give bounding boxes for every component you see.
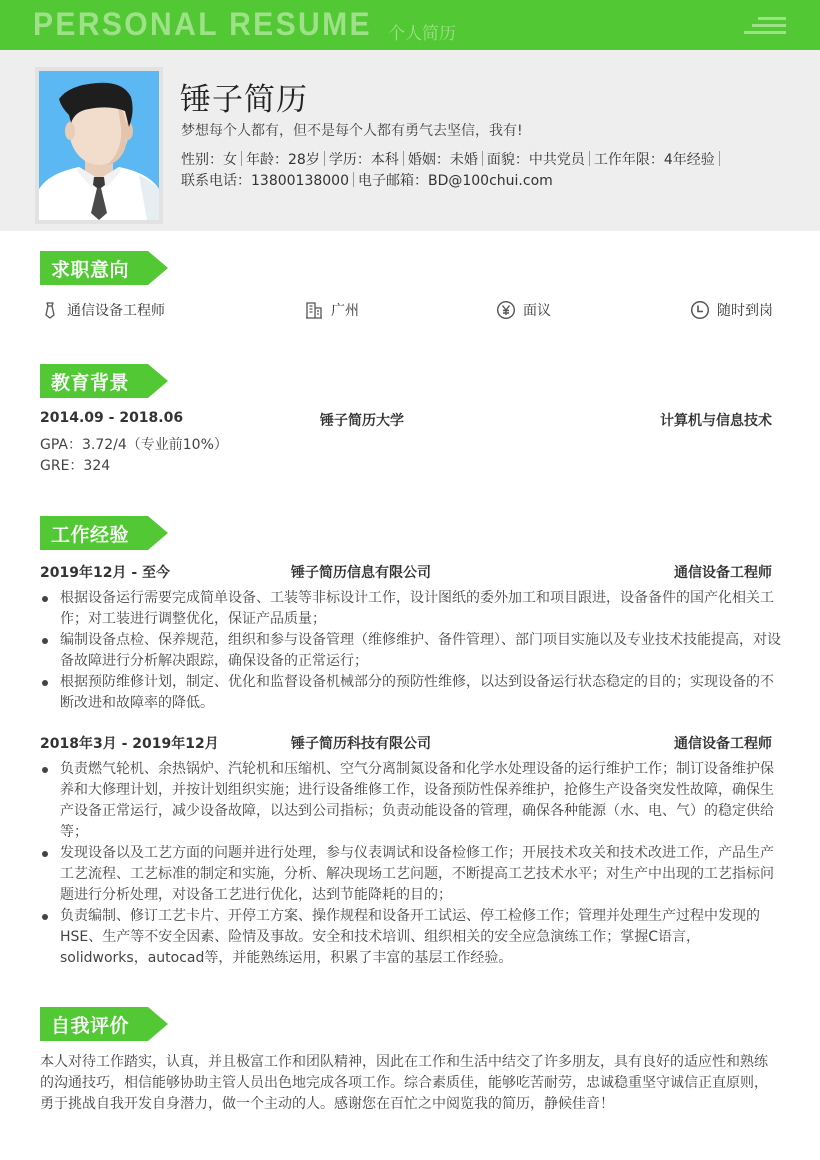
- job-duties-list: [40, 588, 782, 714]
- divider: [241, 151, 242, 166]
- avatar: [35, 67, 163, 224]
- education-period: 2014.09 - 2018.06: [40, 410, 184, 426]
- menu-lines-icon[interactable]: [742, 16, 786, 36]
- job-position: 通信设备工程师: [674, 736, 772, 752]
- education-school: 锤子简历大学: [320, 413, 404, 429]
- marital-field: 婚姻：未婚: [407, 152, 478, 168]
- intent-city-label: 广州: [331, 303, 359, 319]
- contact-info-line: [181, 171, 781, 192]
- intent-city: [304, 300, 359, 320]
- intent-salary: [496, 300, 551, 320]
- candidate-motto: 梦想每个人都有，但不是每个人都有勇气去坚信，我有!: [181, 123, 523, 139]
- list-item: 编制设备点检、保养规范，组织和参与设备管理（维修维护、备件管理）、部门项目实施以及专业技术技能提高，对设备故障进行分析解决跟踪，确保设备的正常运行；: [40, 630, 782, 672]
- job-row: [40, 733, 772, 753]
- resume-title-cn: 个人简历: [388, 24, 456, 44]
- section-title: 工作经验: [51, 524, 130, 546]
- yen-icon: [496, 300, 516, 320]
- divider: [353, 172, 354, 187]
- section-heading-self: [40, 1007, 168, 1041]
- list-item: 根据预防维修计划，制定、优化和监督设备机械部分的预防性维修，以达到设备运行状态稳定的目的；实现设备的不断改进和故障率的降低。: [40, 672, 782, 714]
- header-bar: [0, 0, 820, 50]
- job-duties-list: [40, 759, 782, 969]
- list-item: 负责燃气轮机、余热锅炉、汽轮机和压缩机、空气分离制氮设备和化学水处理设备的运行维护工作；制订设备维护保养和大修理计划，并按计划组织实施；进行设备维修工作，设备预防性保养维护，抢修生产设备突发性故障，确保生产设备正常运行，减少设备故障，以达到公司指标；负责动能设备的管理，确保各种能源（水、电、气）的稳定供给等；: [40, 759, 782, 843]
- candidate-info: [181, 150, 781, 192]
- intent-salary-label: 面议: [523, 303, 551, 319]
- tie-icon: [40, 300, 60, 320]
- section-title: 教育背景: [51, 372, 130, 394]
- intent-position: [40, 300, 165, 320]
- section-title: 求职意向: [51, 259, 130, 281]
- resume-title-en: PERSONAL RESUME: [33, 6, 372, 42]
- job-company: 锤子简历信息有限公司: [291, 565, 431, 581]
- job-company: 锤子简历科技有限公司: [291, 736, 431, 752]
- male-avatar-icon: [39, 71, 159, 220]
- gender-field: 性别：女: [181, 152, 237, 168]
- clock-icon: [690, 300, 710, 320]
- education-row: [40, 410, 772, 430]
- education-level-field: 学历：本科: [328, 152, 399, 168]
- basic-info-line: [181, 150, 781, 171]
- building-icon: [304, 300, 324, 320]
- list-item: 负责编制、修订工艺卡片、开停工方案、操作规程和设备开工试运、停工检修工作；管理并处理生产过程中发现的HSE、生产等不安全因素、险情及事故。安全和技术培训、组织相关的安全应急演练工作；掌握C语言，solidworks，autocad等，并能熟练运用，积累了丰富的基层工作经验。: [40, 906, 782, 969]
- job-intent-row: [40, 300, 780, 322]
- list-item: 根据设备运行需要完成简单设备、工装等非标设计工作，设计图纸的委外加工和项目跟进，设备备件的国产化相关工作；对工装进行调整优化，保证产品质量；: [40, 588, 782, 630]
- divider: [403, 151, 404, 166]
- education-gre: GRE：324: [40, 458, 111, 474]
- divider: [482, 151, 483, 166]
- intent-position-label: 通信设备工程师: [67, 303, 165, 319]
- job-period: 2018年3月 - 2019年12月: [40, 736, 219, 752]
- intent-availability: [690, 300, 773, 320]
- section-heading-education: [40, 364, 168, 398]
- section-title: 自我评价: [51, 1015, 130, 1037]
- divider: [589, 151, 590, 166]
- divider: [324, 151, 325, 166]
- section-heading-intent: [40, 251, 168, 285]
- age-field: 年龄：28岁: [246, 152, 320, 168]
- list-item: 发现设备以及工艺方面的问题并进行处理，参与仪表调试和设备检修工作；开展技术攻关和技术改进工作，产品生产工艺流程、工艺标准的制定和实施，分析、解决现场工艺问题，不断提高工艺技术水平；对生产中出现的工艺指标问题进行分析处理，对设备工艺进行优化，达到节能降耗的目的；: [40, 843, 782, 906]
- job-row: [40, 562, 772, 582]
- phone-field: 联系电话：13800138000: [181, 173, 349, 189]
- education-major: 计算机与信息技术: [660, 413, 772, 429]
- political-field: 面貌：中共党员: [486, 152, 585, 168]
- section-heading-work: [40, 516, 168, 550]
- divider: [719, 151, 720, 166]
- experience-years-field: 工作年限：4年经验: [593, 152, 715, 168]
- self-evaluation-text: 本人对待工作踏实，认真，并且极富工作和团队精神，因此在工作和生活中结交了许多朋友，具有良好的适应性和熟练的沟通技巧，相信能够协助主管人员出色地完成各项工作。综合素质佳，能够吃苦耐劳，忠诚稳重坚守诚信正直原则，勇于挑战自我开发自身潜力，做一个主动的人。感谢您在百忙之中阅览我的简历，静候佳音！: [40, 1054, 768, 1112]
- education-gpa: GPA：3.72/4（专业前10%）: [40, 437, 228, 453]
- email-field: 电子邮箱：BD@100chui.com: [357, 173, 553, 189]
- profile-section: [0, 50, 820, 231]
- candidate-name: 锤子简历: [180, 82, 308, 118]
- job-position: 通信设备工程师: [674, 565, 772, 581]
- intent-availability-label: 随时到岗: [717, 303, 773, 319]
- job-period: 2019年12月 - 至今: [40, 565, 171, 581]
